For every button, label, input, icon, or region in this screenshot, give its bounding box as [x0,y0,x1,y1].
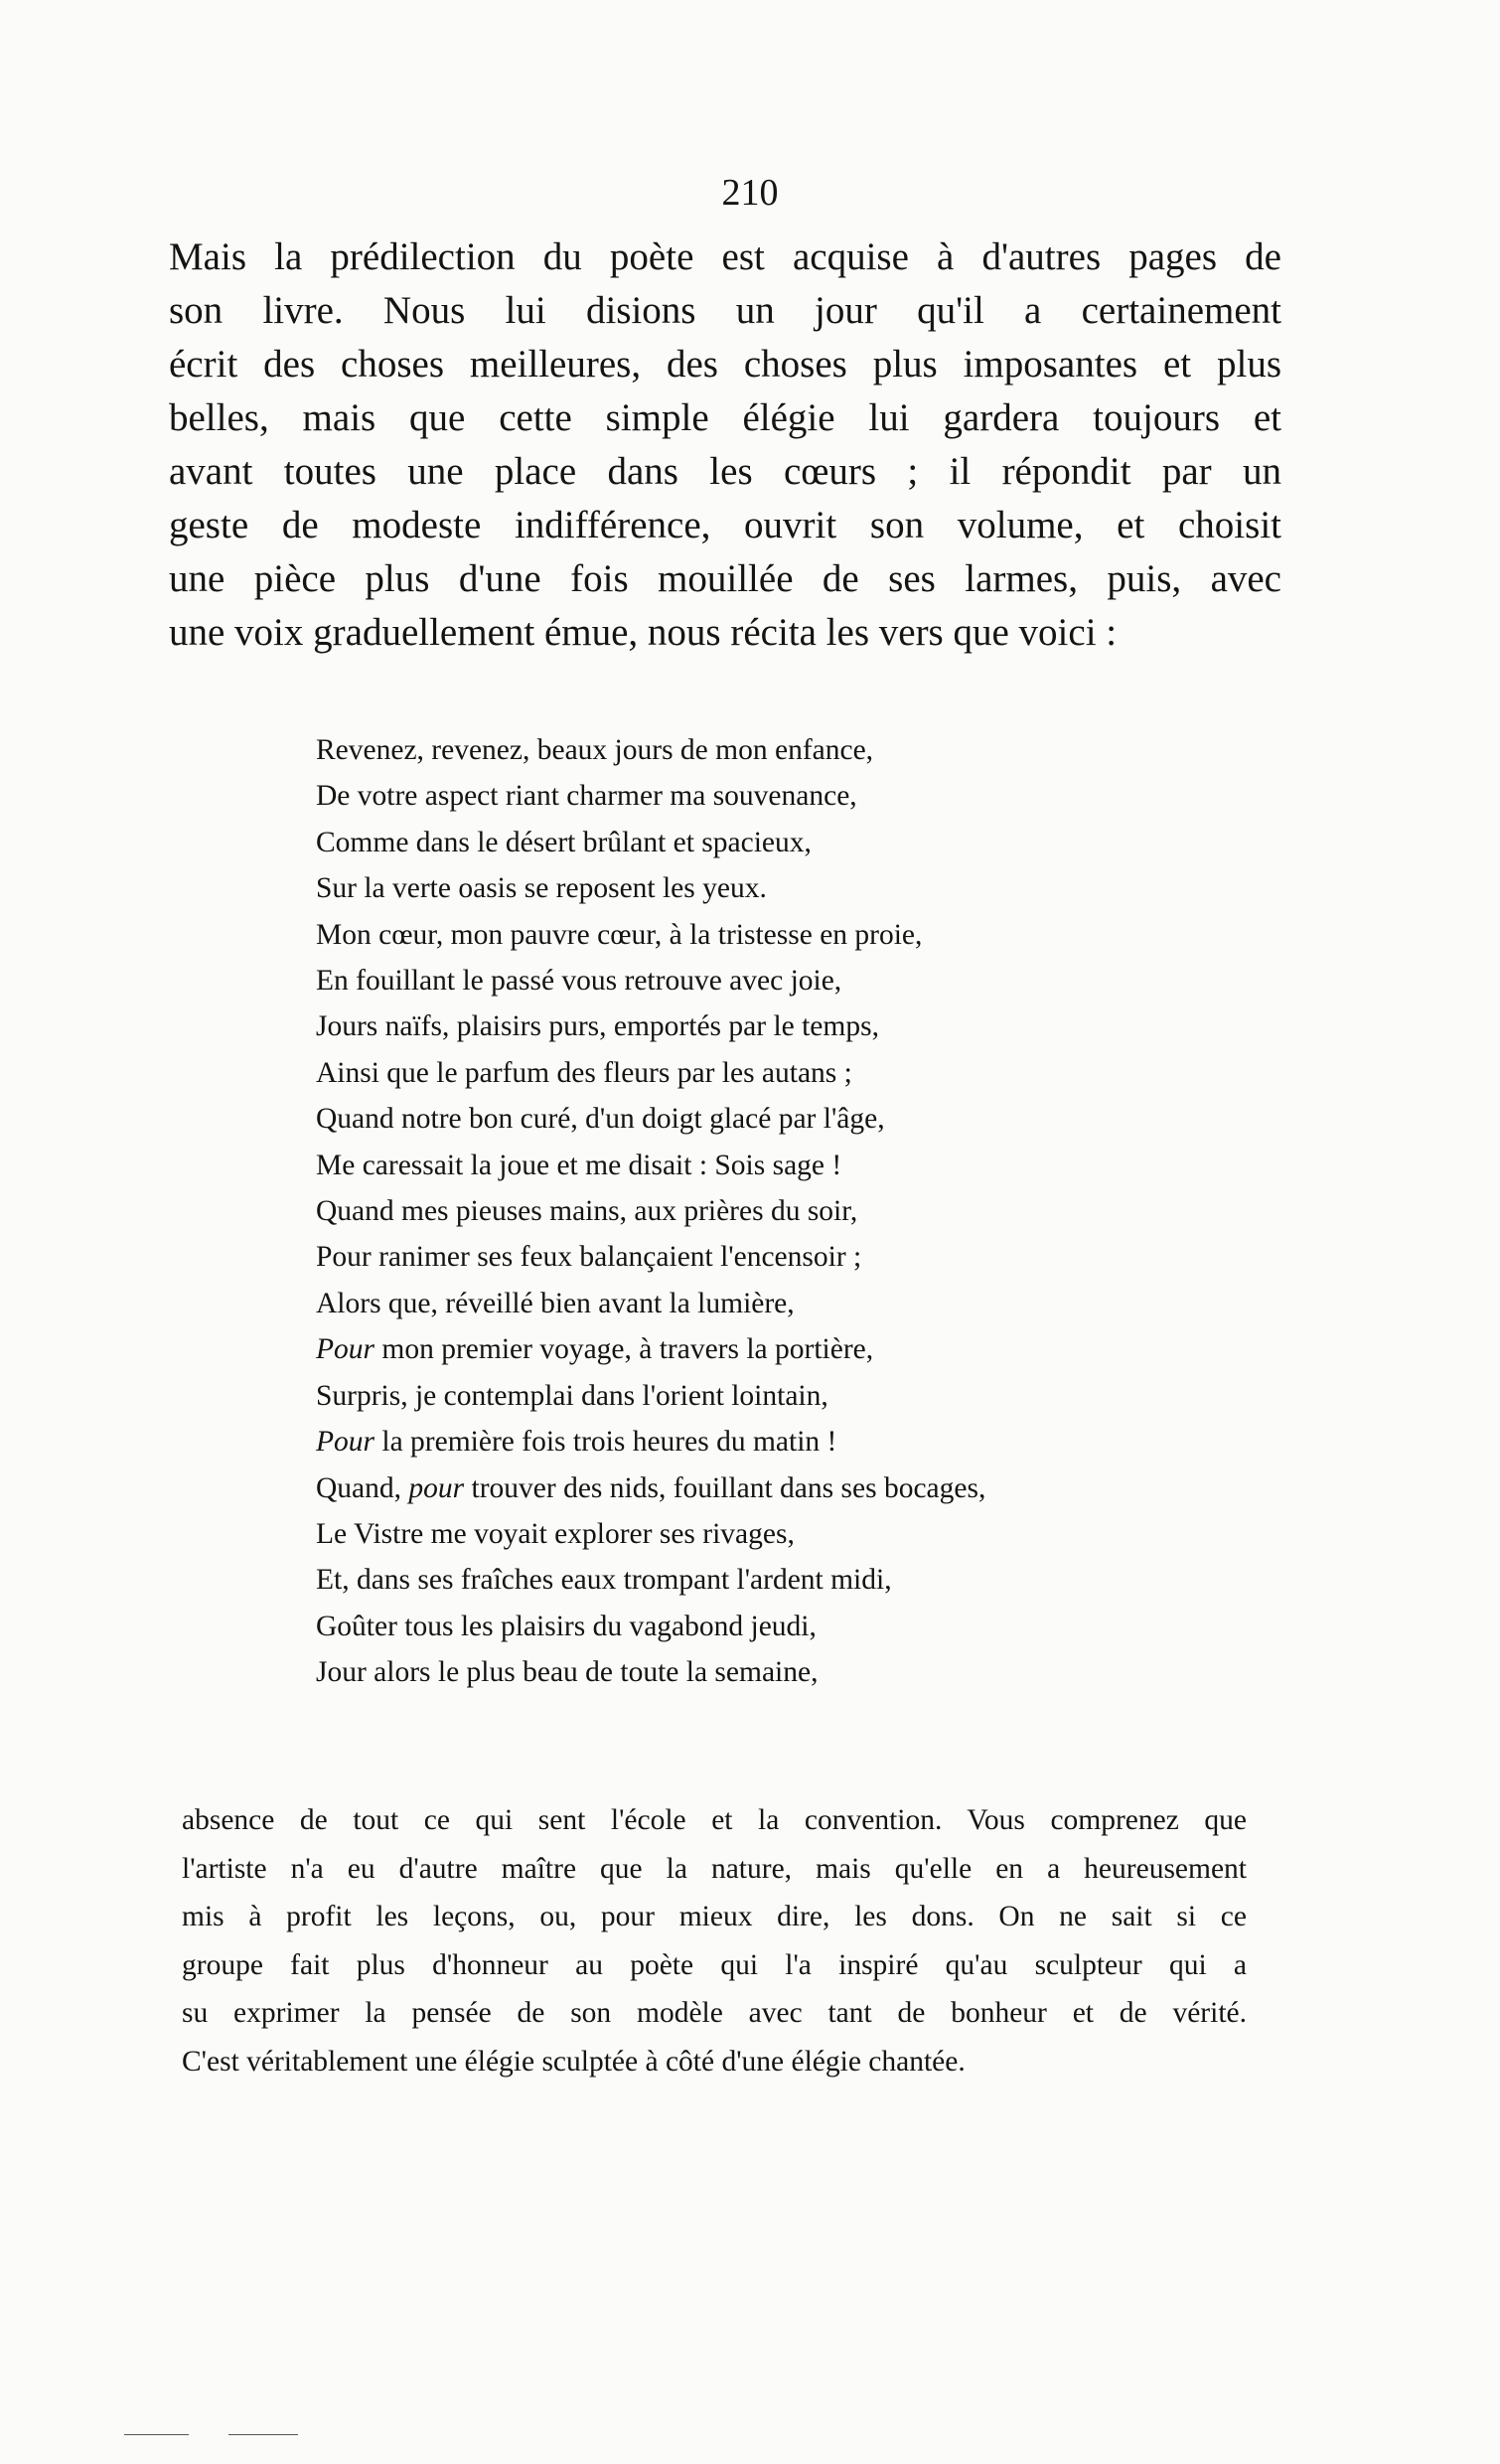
text-line: une pièce plus d'une fois mouillée de ses larmes, puis, avec [169,557,1281,600]
poem-verse: Goûter tous les plaisirs du vagabond jeudi, [316,1610,817,1642]
text-line: su exprimer la pensée de son modèle avec tant de bonheur et de vérité. [182,1997,1247,2029]
poem-verse: Quand mes pieuses mains, aux prières du soir, [316,1195,858,1228]
intro-paragraph [169,231,1281,660]
text-line: belles, mais que cette simple élégie lui gardera toujours et [169,396,1281,439]
poem-verse: Pour ranimer ses feux balançaient l'encensoir ; [316,1241,862,1274]
poem-verse: Jour alors le plus beau de toute la semaine, [316,1656,819,1689]
text-line: mis à profit les leçons, ou, pour mieux dire, les dons. On ne sait si ce [182,1901,1247,1932]
page-number: 210 [721,172,779,214]
poem-stanza [316,727,1210,1696]
poem-verse: De votre aspect riant charmer ma souvenance, [316,780,857,813]
poem-verse: Et, dans ses fraîches eaux trompant l'ardent midi, [316,1564,892,1597]
text-line: geste de modeste indifférence, ouvrit son volume, et choisit [169,504,1281,546]
poem-verse: Me caressait la joue et me disait : Sois sage ! [316,1149,842,1181]
text-line: C'est véritablement une élégie sculptée à côté d'une élégie chantée. [182,2045,966,2078]
poem-verse: Quand, pour trouver des nids, fouillant dans ses bocages, [316,1471,986,1504]
text-line: une voix graduellement émue, nous récita les vers que voici : [169,611,1118,654]
text-line: groupe fait plus d'honneur au poète qui l'a inspiré qu'au sculpteur qui a [182,1948,1247,1981]
poem-verse: Sur la verte oasis se reposent les yeux. [316,872,767,905]
footer-rule [228,2434,298,2435]
text-line: Mais la prédilection du poète est acquise à d'autres pages de [169,235,1281,278]
poem-verse: Comme dans le désert brûlant et spacieux, [316,826,812,858]
poem-verse: En fouillant le passé vous retrouve avec joie, [316,965,842,998]
poem-verse: Revenez, revenez, beaux jours de mon enfance, [316,734,874,766]
poem-verse: Quand notre bon curé, d'un doigt glacé par l'âge, [316,1103,885,1136]
text-line: écrit des choses meilleures, des choses plus imposantes et plus [169,343,1281,385]
footer-rule [124,2434,189,2435]
poem-verse: Pour la première fois trois heures du matin ! [316,1426,837,1459]
text-line: absence de tout ce qui sent l'école et la convention. Vous comprenez que [182,1804,1247,1836]
poem-verse: Pour mon premier voyage, à travers la portière, [316,1333,874,1366]
closing-paragraph [182,1796,1247,2085]
text-line: son livre. Nous lui disions un jour qu'il a certainement [169,289,1281,332]
poem-verse: Alors que, réveillé bien avant la lumière, [316,1287,795,1319]
poem-verse: Le Vistre me voyait explorer ses rivages, [316,1517,795,1550]
poem-verse: Mon cœur, mon pauvre cœur, à la tristesse en proie, [316,918,923,951]
footer-rules [124,2434,323,2438]
poem-verse: Ainsi que le parfum des fleurs par les autans ; [316,1056,852,1089]
poem-verse: Jours naïfs, plaisirs purs, emportés par le temps, [316,1010,879,1043]
poem-verse: Surpris, je contemplai dans l'orient lointain, [316,1379,828,1412]
text-line: l'artiste n'a eu d'autre maître que la nature, mais qu'elle en a heureusement [182,1852,1247,1885]
text-line: avant toutes une place dans les cœurs ; il répondit par un [169,450,1281,493]
